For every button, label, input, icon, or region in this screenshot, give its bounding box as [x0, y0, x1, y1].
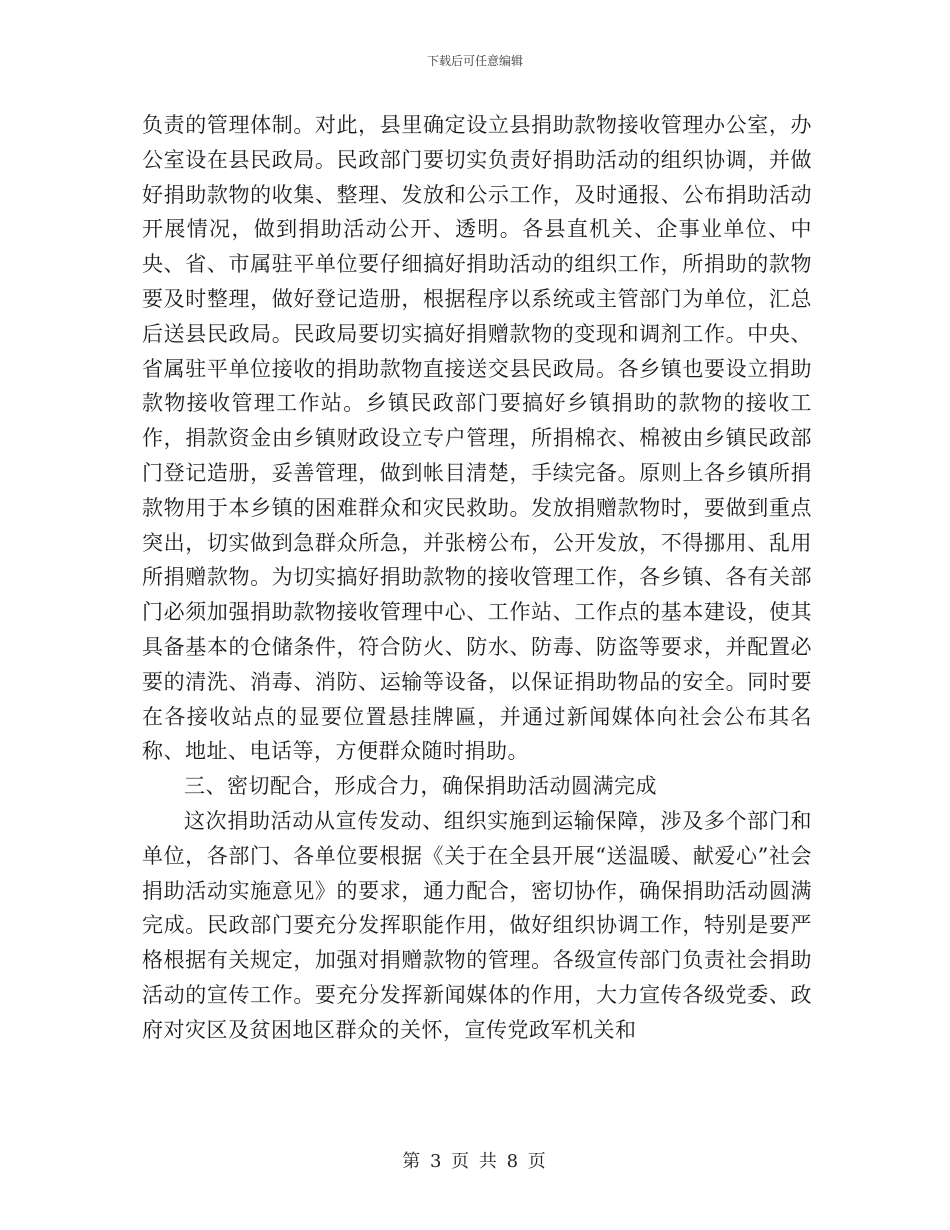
page-mid-2: 共 [478, 1151, 499, 1172]
current-page-number: 3 [429, 1151, 444, 1172]
document-body [142, 108, 812, 1048]
paragraph: 这次捐助活动从宣传发动、组织实施到运输保障，涉及多个部门和单位，各部门、各单位要根据《关于在全县开展“送温暖、献爱心”社会捐助活动实施意见》的要求，通力配合，密切协作，确保捐助活动圆满完成。民政部门要充分发挥职能作用，做好组织协调工作，特别是要严格根据有关规定，加强对捐赠款物的管理。各级宣传部门负责社会捐助活动的宣传工作。要充分发挥新闻媒体的作用，大力宣传各级党委、政府对灾区及贫困地区群众的关怀，宣传党政军机关和 [142, 808, 812, 1042]
page-prefix: 第 [402, 1151, 423, 1172]
paragraph-continued: 负责的管理体制。对此，县里确定设立县捐助款物接收管理办公室，办公室设在县民政局。民政部门要切实负责好捐助活动的组织协调，并做好捐助款物的收集、整理、发放和公示工作，及时通报、公布捐助活动开展情况，做到捐助活动公开、透明。各县直机关、企事业单位、中央、省、市属驻平单位要仔细搞好捐助活动的组织工作，所捐助的款物要及时整理，做好登记造册，根据程序以系统或主管部门为单位，汇总后送县民政局。民政局要切实搞好捐赠款物的变现和调剂工作。中央、省属驻平单位接收的捐助款物直接送交县民政局。各乡镇也要设立捐助款物接收管理工作站。乡镇民政部门要搞好乡镇捐助的款物的接收工作，捐款资金由乡镇财政设立专户管理，所捐棉衣、棉被由乡镇民政部门登记造册，妥善管理，做到帐目清楚，手续完备。原则上各乡镇所捐款物用于本乡镇的困难群众和灾民救助。发放捐赠款物时，要做到重点突出，切实做到急群众所急，并张榜公布，公开发放，不得挪用、乱用所捐赠款物。为切实搞好捐助款物的接收管理工作，各乡镇、各有关部门必须加强捐助款物接收管理中心、工作站、工作点的基本建设，使其具备基本的仓储条件，符合防火、防水、防毒、防盗等要求，并配置必要的清洗、消毒、消防、运输等设备，以保证捐助物品的安全。同时要在各接收站点的显要位置悬挂牌匾，并通过新闻媒体向社会公布其名称、地址、电话等，方便群众随时捐助。 [142, 113, 812, 764]
page-number [0, 1147, 950, 1173]
page-header-note: 下载后可任意编辑 [426, 54, 523, 68]
total-pages-number: 8 [506, 1151, 521, 1172]
page-suffix: 页 [527, 1151, 548, 1172]
section-heading: 三、密切配合，形成合力，确保捐助活动圆满完成 [184, 774, 657, 799]
page-mid-1: 页 [451, 1151, 472, 1172]
